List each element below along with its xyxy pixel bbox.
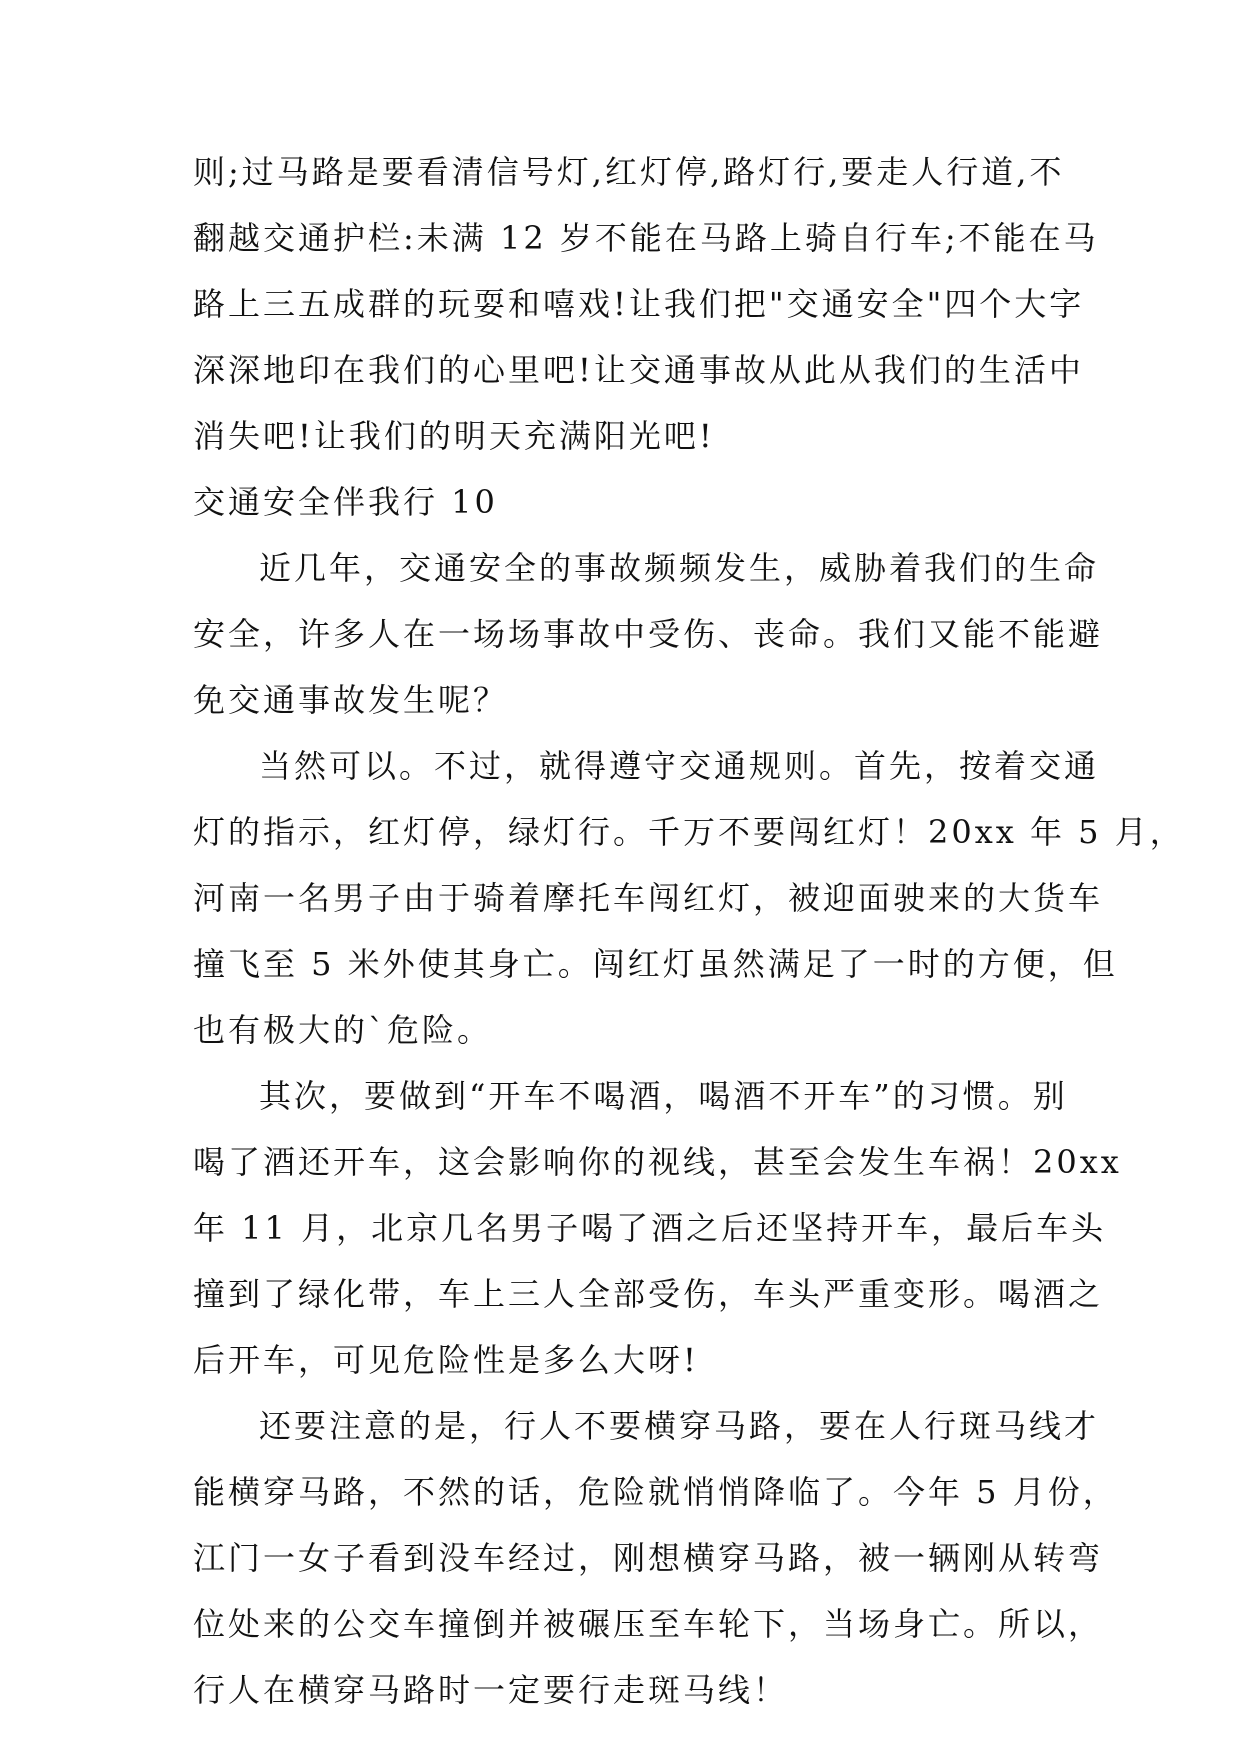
text-line: 安全，许多人在一场场事故中受伤、丧命。我们又能不能避 [193,615,1104,653]
text-line: 路上三五成群的玩耍和嘻戏!让我们把"交通安全"四个大字 [193,285,1085,323]
section-heading: 交通安全伴我行 10 [193,483,498,521]
text-line: 深深地印在我们的心里吧!让交通事故从此从我们的生活中 [193,351,1084,389]
text-line: 行人在横穿马路时一定要行走斑马线！ [193,1671,789,1709]
text-line: 免交通事故发生呢？ [193,681,509,719]
paragraph-first-line: 其次，要做到“开车不喝酒，喝酒不开车”的习惯。别 [259,1077,1068,1115]
text-line: 后开车，可见危险性是多么大呀! [193,1341,699,1379]
text-line: 灯的指示，红灯停，绿灯行。千万不要闯红灯！20xx 年 5 月， [193,813,1185,851]
text-line: 则;过马路是要看清信号灯,红灯停,路灯行,要走人行道,不 [193,153,1065,191]
text-line: 翻越交通护栏:未满 12 岁不能在马路上骑自行车;不能在马 [193,219,1099,257]
paragraph-first-line: 还要注意的是，行人不要横穿马路，要在人行斑马线才 [259,1407,1100,1445]
text-line: 喝了酒还开车，这会影响你的视线，甚至会发生车祸！20xx [193,1143,1122,1181]
paragraph-first-line: 近几年，交通安全的事故频频发生，威胁着我们的生命 [259,549,1100,587]
text-line: 能横穿马路，不然的话，危险就悄悄降临了。今年 5 月份， [193,1473,1118,1511]
text-line: 撞飞至 5 米外使其身亡。闯红灯虽然满足了一时的方便，但 [193,945,1118,983]
text-line: 消失吧!让我们的明天充满阳光吧! [193,417,715,455]
text-line: 撞到了绿化带，车上三人全部受伤，车头严重变形。喝酒之 [193,1275,1104,1313]
text-line: 年 11 月，北京几名男子喝了酒之后还坚持开车，最后车头 [193,1209,1107,1247]
paragraph-first-line: 当然可以。不过，就得遵守交通规则。首先，按着交通 [259,747,1100,785]
text-line: 河南一名男子由于骑着摩托车闯红灯，被迎面驶来的大货车 [193,879,1104,917]
text-line: 位处来的公交车撞倒并被碾压至车轮下，当场身亡。所以， [193,1605,1104,1643]
text-line: 江门一女子看到没车经过，刚想横穿马路，被一辆刚从转弯 [193,1539,1104,1577]
text-line: 也有极大的`危险。 [193,1011,493,1049]
